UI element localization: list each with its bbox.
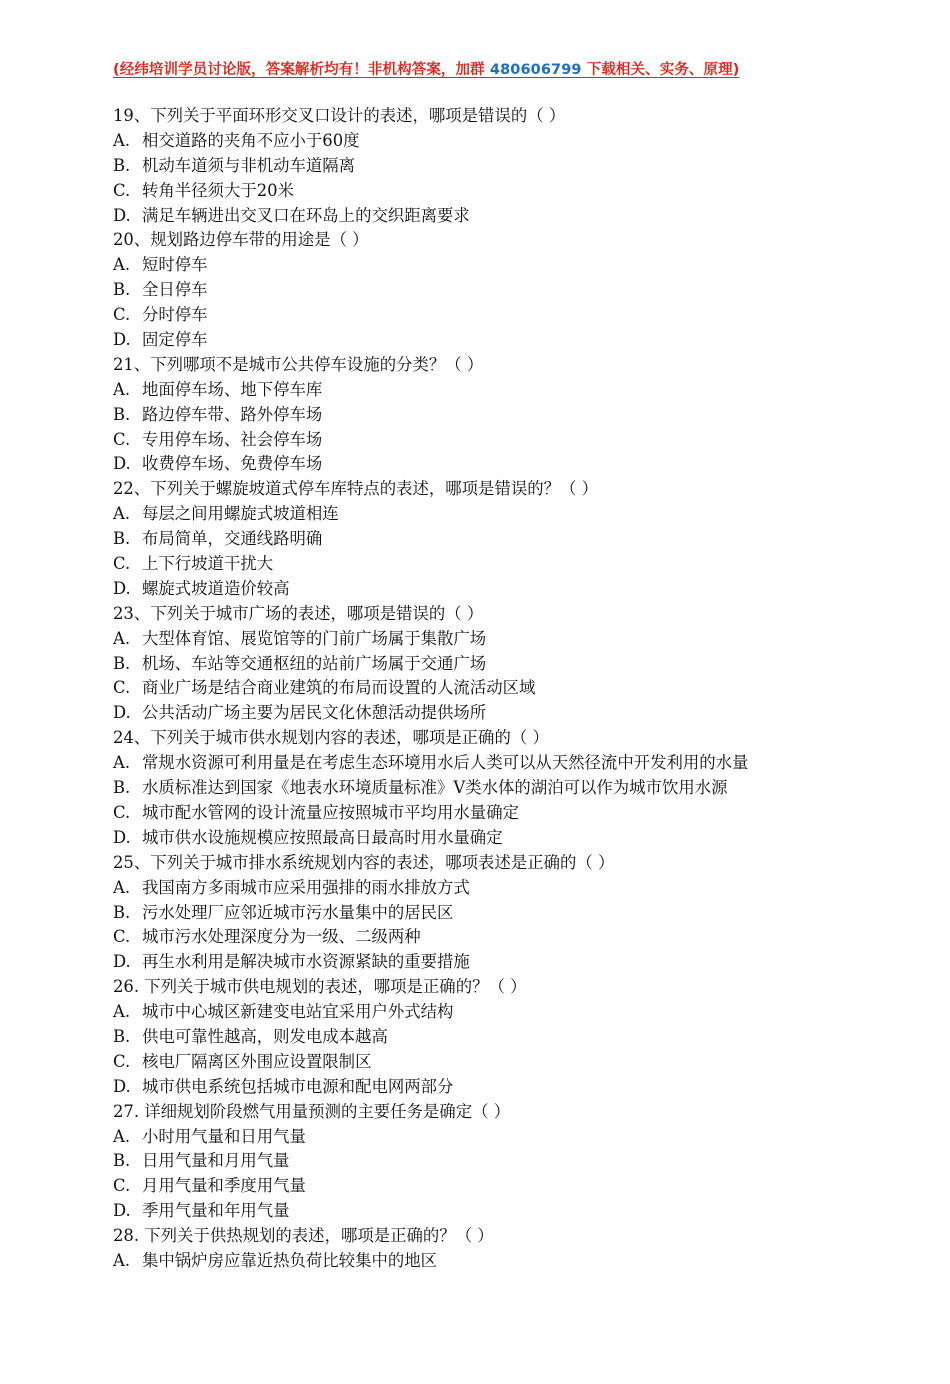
option-row [113,901,825,926]
option-letter: C. [113,305,131,325]
banner-qq-number: 480606799 [489,62,582,78]
question-stem: 28. 下列关于供热规划的表述，哪项是正确的？（ ） [113,1226,494,1246]
option-letter: D. [113,330,131,350]
question-block [113,104,825,228]
option-text: 布局简单，交通线路明确 [142,529,323,549]
option-text: 机场、车站等交通枢纽的站前广场属于交通广场 [142,653,487,673]
question-block [113,228,825,352]
option-row [113,204,825,229]
option-row [113,1075,825,1100]
option-text: 水质标准达到国家《地表水环境质量标准》V类水体的湖泊可以作为城市饮用水源 [142,778,728,798]
option-text: 上下行坡道干扰大 [142,554,274,574]
option-text: 相交道路的夹角不应小于60度 [142,130,360,150]
option-row [113,1149,825,1174]
option-text: 我国南方多雨城市应采用强排的雨水排放方式 [142,877,470,897]
option-letter: C. [113,429,131,449]
option-letter: D. [113,454,131,474]
option-row [113,1000,825,1025]
option-row [113,278,825,303]
option-row [113,253,825,278]
option-letter: A. [113,504,131,524]
option-text: 地面停车场、地下停车库 [142,379,323,399]
option-letter: C. [113,802,131,822]
header-banner [113,58,833,79]
option-row [113,826,825,851]
option-letter: C. [113,1051,131,1071]
option-letter: B. [113,778,131,798]
question-stem: 27. 详细规划阶段燃气用量预测的主要任务是确定（ ） [113,1101,511,1121]
option-letter: B. [113,280,131,300]
question-block [113,975,825,1099]
option-text: 城市中心城区新建变电站宜采用户外式结构 [142,1002,454,1022]
option-text: 专用停车场、社会停车场 [142,429,323,449]
option-row [113,577,825,602]
option-letter: C. [113,554,131,574]
option-text: 螺旋式坡道造价较高 [142,578,290,598]
option-row [113,154,825,179]
option-text: 月用气量和季度用气量 [142,1176,306,1196]
option-row [113,1199,825,1224]
option-row [113,452,825,477]
option-row [113,1125,825,1150]
option-row [113,751,825,776]
option-row [113,552,825,577]
option-row [113,627,825,652]
option-letter: D. [113,952,131,972]
option-letter: A. [113,1250,131,1270]
option-row [113,776,825,801]
question-stem: 23、下列关于城市广场的表述，哪项是错误的（ ） [113,603,484,623]
option-letter: C. [113,180,131,200]
option-letter: A. [113,628,131,648]
option-letter: D. [113,703,131,723]
option-text: 全日停车 [142,280,208,300]
option-letter: A. [113,1002,131,1022]
option-text: 城市供水设施规模应按照最高日最高时用水量确定 [142,827,503,847]
banner-suffix: 下载相关、实务、原理) [581,62,740,78]
option-text: 收费停车场、免费停车场 [142,454,323,474]
option-letter: C. [113,678,131,698]
option-letter: B. [113,902,131,922]
question-block [113,353,825,477]
option-row [113,1025,825,1050]
option-text: 城市污水处理深度分为一级、二级两种 [142,927,421,947]
option-text: 小时用气量和日用气量 [142,1126,306,1146]
question-stem: 21、下列哪项不是城市公共停车设施的分类？（ ） [113,354,484,374]
option-text: 分时停车 [142,305,208,325]
option-letter: A. [113,130,131,150]
option-letter: C. [113,927,131,947]
option-text: 供电可靠性越高，则发电成本越高 [142,1026,388,1046]
option-row [113,676,825,701]
option-text: 集中锅炉房应靠近热负荷比较集中的地区 [142,1250,438,1270]
option-row [113,502,825,527]
question-stem: 25、下列关于城市排水系统规划内容的表述，哪项表述是正确的（ ） [113,852,615,872]
option-letter: C. [113,1176,131,1196]
option-row [113,428,825,453]
option-letter: A. [113,1126,131,1146]
option-text: 固定停车 [142,330,208,350]
option-letter: D. [113,1076,131,1096]
question-block [113,851,825,975]
option-text: 城市配水管网的设计流量应按照城市平均用水量确定 [142,802,519,822]
option-row [113,328,825,353]
option-row [113,129,825,154]
question-list [113,104,825,1274]
option-letter: A. [113,255,131,275]
option-text: 商业广场是结合商业建筑的布局而设置的人流活动区域 [142,678,536,698]
question-stem: 19、下列关于平面环形交叉口设计的表述，哪项是错误的（ ） [113,106,566,125]
question-stem: 24、下列关于城市供水规划内容的表述，哪项是正确的（ ） [113,728,549,748]
option-row [113,925,825,950]
option-letter: D. [113,1201,131,1221]
question-block [113,602,825,726]
option-text: 常规水资源可利用量是在考虑生态环境用水后人类可以从天然径流中开发利用的水量 [142,753,749,773]
option-letter: A. [113,753,131,773]
option-row [113,179,825,204]
option-letter: B. [113,155,131,175]
question-block [113,477,825,601]
option-text: 路边停车带、路外停车场 [142,404,323,424]
option-row [113,1249,825,1274]
option-letter: B. [113,1151,131,1171]
option-row [113,701,825,726]
option-row [113,801,825,826]
question-stem: 20、规划路边停车带的用途是（ ） [113,230,369,250]
option-letter: D. [113,578,131,598]
option-text: 短时停车 [142,255,208,275]
option-row [113,1174,825,1199]
option-letter: A. [113,877,131,897]
option-text: 满足车辆进出交叉口在环岛上的交织距离要求 [142,205,470,225]
option-text: 转角半径须大于20米 [142,180,294,200]
option-row [113,950,825,975]
option-text: 季用气量和年用气量 [142,1201,290,1221]
option-text: 再生水利用是解决城市水资源紧缺的重要措施 [142,952,470,972]
option-letter: A. [113,379,131,399]
option-row [113,378,825,403]
option-text: 核电厂隔离区外围应设置限制区 [142,1051,372,1071]
option-letter: B. [113,1026,131,1046]
question-stem: 22、下列关于螺旋坡道式停车库特点的表述，哪项是错误的？（ ） [113,479,599,499]
option-letter: D. [113,205,131,225]
option-row [113,876,825,901]
option-text: 日用气量和月用气量 [142,1151,290,1171]
question-block [113,1224,825,1274]
option-text: 每层之间用螺旋式坡道相连 [142,504,339,524]
option-letter: D. [113,827,131,847]
question-stem: 26. 下列关于城市供电规划的表述，哪项是正确的？（ ） [113,977,527,997]
option-text: 机动车道须与非机动车道隔离 [142,155,356,175]
option-row [113,1050,825,1075]
option-row [113,652,825,677]
question-block [113,726,825,850]
banner-prefix: (经纬培训学员讨论版，答案解析均有！非机构答案，加群 [113,62,490,78]
option-row [113,527,825,552]
option-text: 公共活动广场主要为居民文化休憩活动提供场所 [142,703,487,723]
option-letter: B. [113,529,131,549]
option-text: 污水处理厂应邻近城市污水量集中的居民区 [142,902,454,922]
option-letter: B. [113,404,131,424]
option-row [113,303,825,328]
option-row [113,403,825,428]
option-letter: B. [113,653,131,673]
question-block [113,1100,825,1224]
option-text: 城市供电系统包括城市电源和配电网两部分 [142,1076,454,1096]
option-text: 大型体育馆、展览馆等的门前广场属于集散广场 [142,628,487,648]
